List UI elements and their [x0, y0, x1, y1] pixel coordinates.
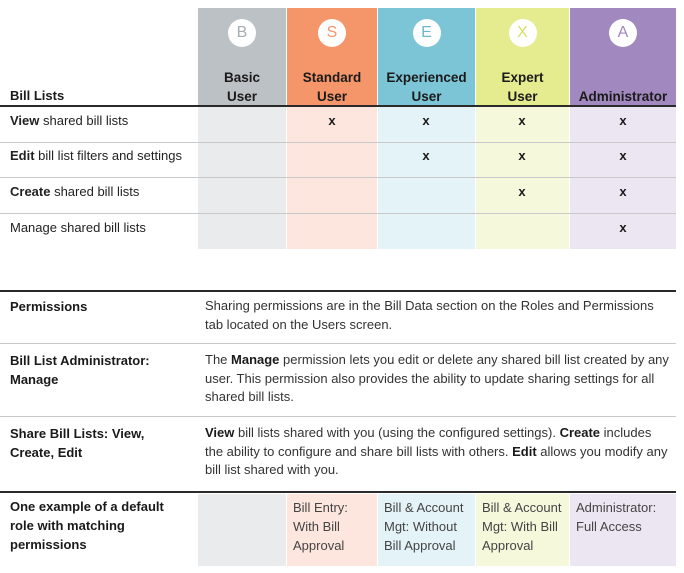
role-letter: S: [326, 24, 338, 41]
row-label-rest: Manage shared bill lists: [10, 220, 146, 235]
section-divider: [0, 290, 676, 292]
example-cell-basic: [198, 494, 286, 566]
permission-mark: x: [619, 113, 627, 128]
label-line: role with matching: [10, 518, 125, 533]
label-line: One example of a default: [10, 499, 164, 514]
permission-mark: x: [518, 148, 526, 163]
text-run: includes the ability to configure and share bill lists with others.: [205, 425, 652, 459]
permission-mark: x: [619, 184, 627, 199]
role-header-expert: [476, 8, 569, 106]
text-run-bold: Edit: [512, 443, 537, 459]
role-name: [378, 68, 475, 106]
share-label: [10, 424, 180, 462]
role-name-line2: User: [316, 89, 348, 104]
text-run-bold: Manage: [231, 352, 280, 367]
tint-basic: [198, 107, 286, 249]
role-name-line1: Basic: [223, 70, 261, 85]
row-divider: [0, 177, 676, 178]
role-name: [198, 68, 286, 106]
permission-mark: x: [518, 184, 526, 199]
role-letter-badge: [318, 19, 346, 47]
role-letter-badge: [228, 19, 256, 47]
text-run-bold: Create: [559, 425, 601, 440]
tint-expert: [476, 107, 569, 249]
role-header-standard: [287, 8, 377, 106]
permission-mark: x: [619, 220, 627, 235]
tint-experienced: [378, 107, 475, 249]
row-label-edit: [10, 148, 182, 163]
admin-manage-text: [205, 351, 670, 407]
section-divider: [0, 343, 676, 344]
example-cell-experienced: Bill & Account Mgt: Without Bill Approval: [378, 494, 475, 566]
role-name: [287, 68, 377, 106]
permission-mark: x: [619, 148, 627, 163]
row-divider: [0, 142, 676, 143]
section-divider: [0, 416, 676, 417]
row-label-rest: bill list filters and settings: [34, 148, 182, 163]
role-header-experienced: [378, 8, 475, 106]
role-name-line1: Expert: [501, 70, 544, 85]
role-letter: X: [517, 24, 528, 41]
tint-standard: [287, 107, 377, 249]
role-name-line2: User: [507, 89, 538, 104]
row-divider: [0, 213, 676, 214]
share-text: [205, 424, 670, 480]
role-letter-badge: [509, 19, 537, 47]
role-letter-badge: [609, 19, 637, 47]
role-letter: A: [617, 24, 629, 41]
role-name: [570, 68, 676, 106]
row-label-manage: [10, 220, 146, 235]
role-header-administrator: [570, 8, 676, 106]
role-name-line1: Experienced: [386, 70, 467, 85]
permission-mark: x: [422, 113, 430, 128]
row-label-verb: View: [10, 113, 40, 128]
text-run: The: [205, 352, 232, 367]
example-label: [10, 497, 180, 554]
row-label-verb: Edit: [10, 148, 35, 163]
text-run: allows you modify any bill list shared with you.: [205, 443, 668, 477]
permission-mark: x: [328, 113, 336, 128]
label-line: Share Bill Lists: View,: [10, 426, 145, 441]
permissions-text: Sharing permissions are in the Bill Data section on the Roles and Permissions tab located on the Users screen.: [205, 298, 654, 332]
row-label-create: [10, 184, 139, 199]
role-letter-badge: [413, 19, 441, 47]
role-header-basic: [198, 8, 286, 106]
example-cell-expert: Bill & Account Mgt: With Bill Approval: [476, 494, 569, 566]
role-name: [476, 68, 569, 106]
role-letter: E: [421, 24, 432, 41]
example-cell-standard: Bill Entry: With Bill Approval: [287, 494, 377, 566]
section-title: Bill Lists: [10, 88, 65, 103]
header-divider: [0, 105, 676, 107]
admin-manage-label: [10, 351, 180, 389]
label-line: Manage: [10, 372, 59, 387]
text-run-bold: View: [205, 425, 235, 440]
label-line: permissions: [10, 537, 87, 552]
permission-mark: x: [518, 113, 526, 128]
role-name-line2: User: [226, 89, 258, 104]
row-label-verb: Create: [10, 184, 51, 199]
permission-mark: x: [422, 148, 430, 163]
role-name-line1: Standard: [302, 70, 362, 85]
permissions-label: Permissions: [10, 299, 88, 314]
label-line: Create, Edit: [10, 445, 83, 460]
role-name-line2: User: [411, 89, 442, 104]
row-label-rest: shared bill lists: [50, 184, 140, 199]
section-divider: [0, 491, 676, 493]
row-label-rest: shared bill lists: [39, 113, 129, 128]
text-run: permission lets you edit or delete any shared bill list created by any user. This permission also provides the ability to update sharing settings for all shared bill lists.: [205, 352, 669, 404]
role-letter: B: [236, 24, 248, 41]
role-name-line2: Administrator: [578, 89, 668, 104]
example-cell-administrator: Administrator: Full Access: [570, 494, 676, 566]
label-line: Bill List Administrator:: [10, 353, 150, 368]
row-label-view: [10, 113, 128, 128]
text-run: bill lists shared with you (using the configured settings).: [234, 425, 560, 440]
